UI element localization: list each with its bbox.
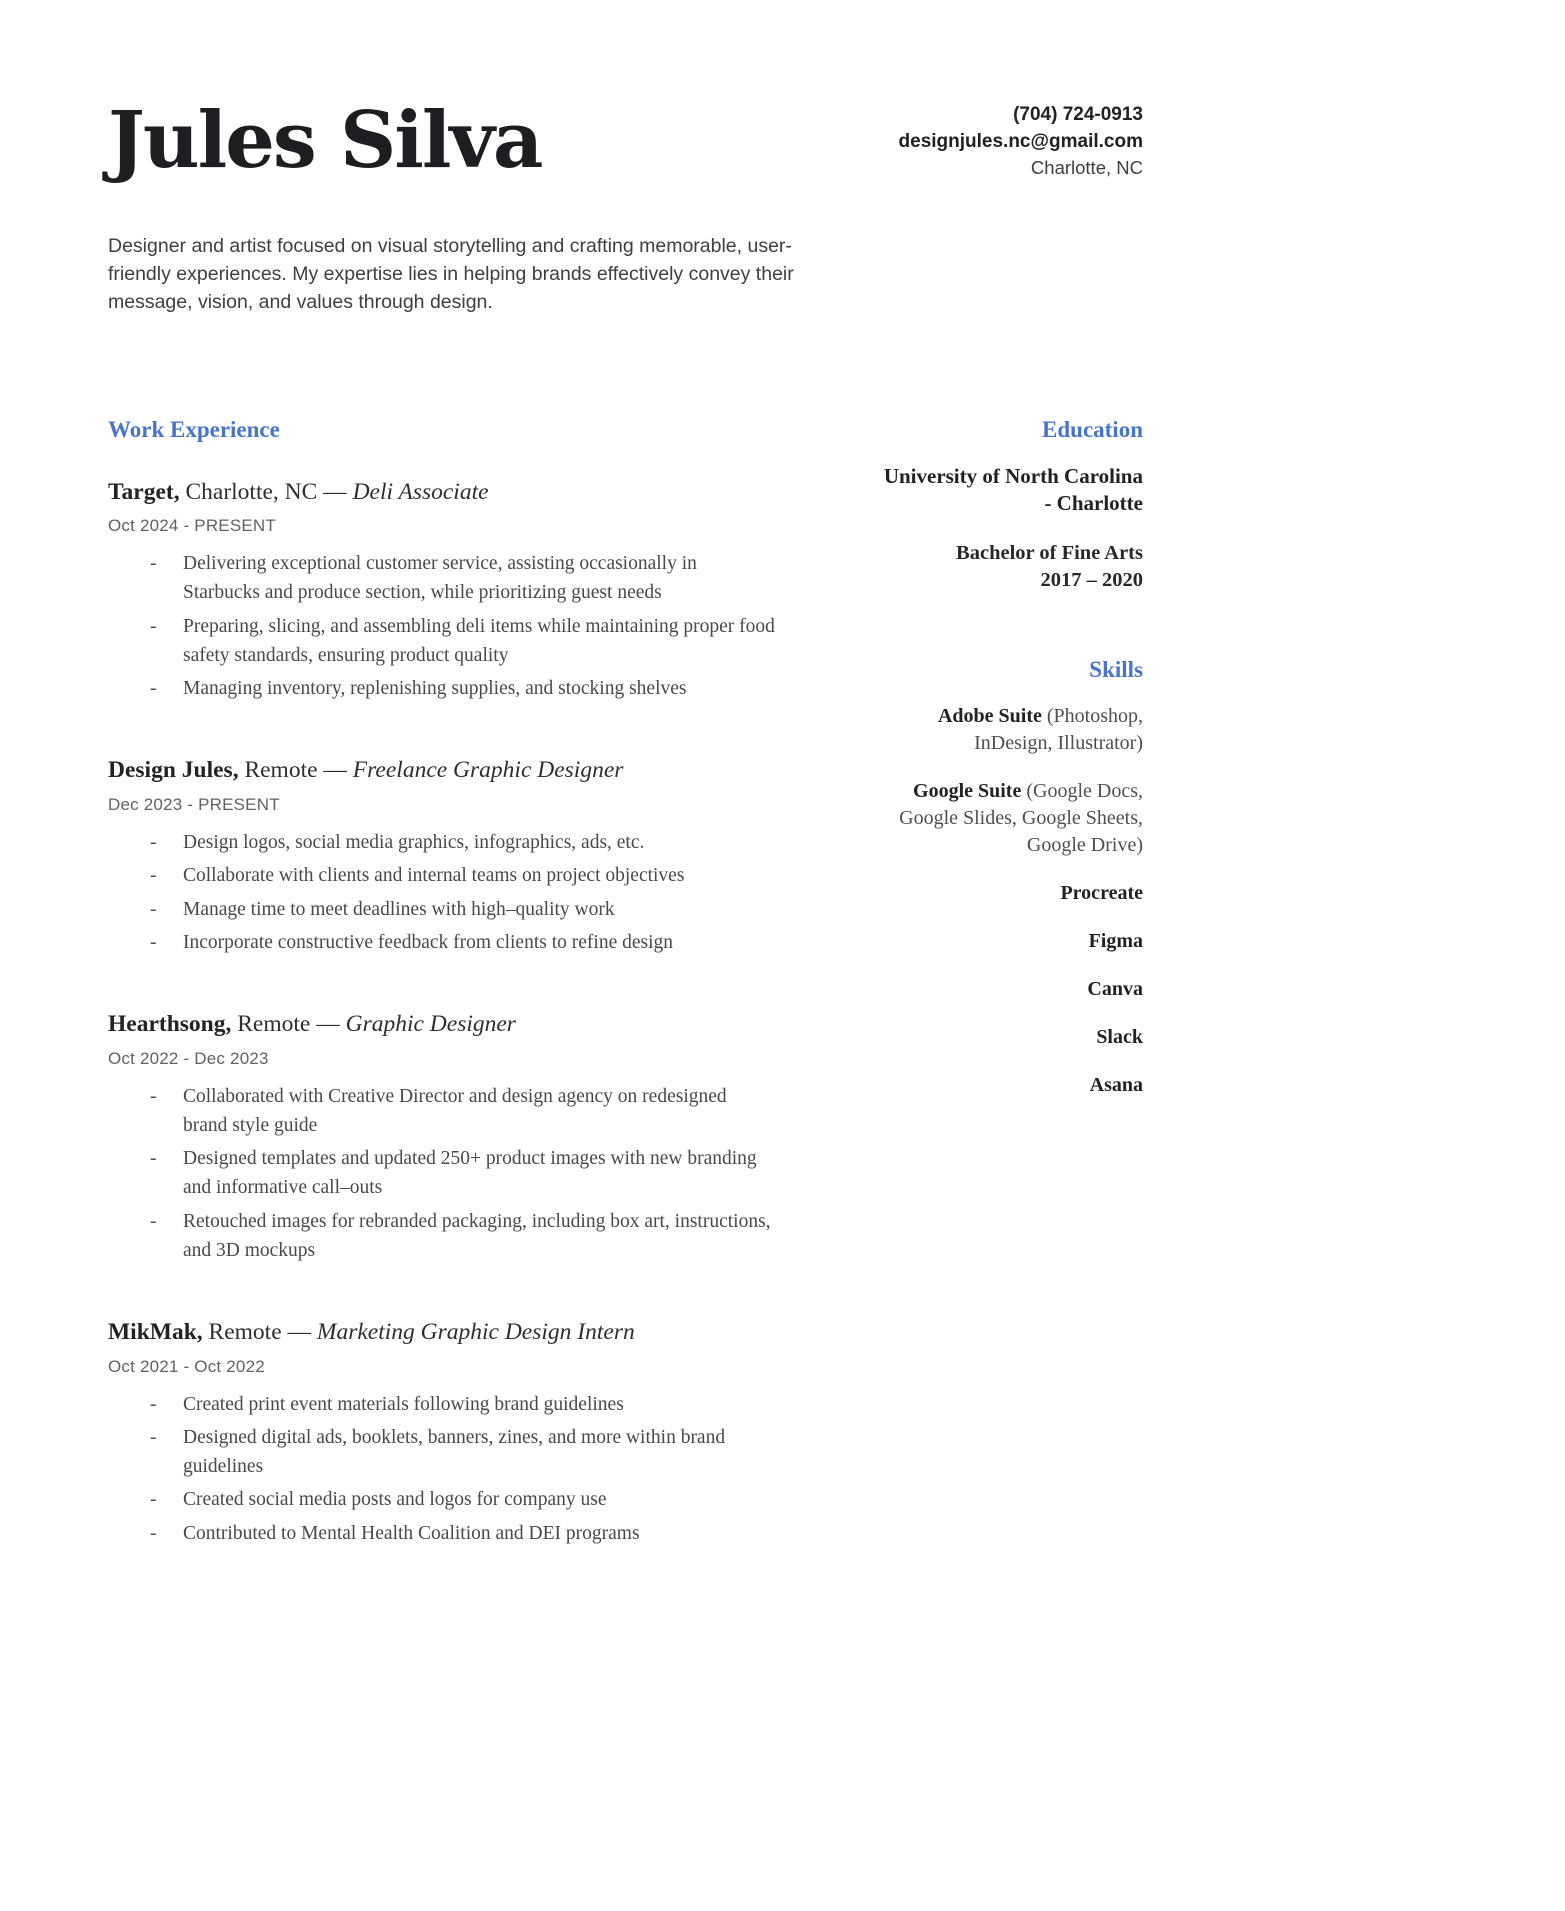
job-location: Remote — — [202, 1319, 317, 1346]
skill-item: Google Suite (Google Docs, Google Slides, Google Sheets, Google Drive) — [899, 780, 1143, 857]
job-company: Hearthsong, — [108, 1011, 232, 1038]
job-bullet: - Managing inventory, replenishing supplies, and stocking shelves — [108, 674, 778, 703]
job-location: Remote — — [238, 757, 353, 784]
job-mikmak — [108, 1317, 808, 1548]
job-bullet: - Designed templates and updated 250+ product images with new branding and informative call–outs — [108, 1144, 778, 1203]
job-dates: Dec 2023 - PRESENT — [108, 795, 280, 815]
skill-item: Procreate — [1060, 882, 1143, 905]
job-bullet: - Designed digital ads, booklets, banners, zines, and more within brand guidelines — [108, 1423, 778, 1482]
job-bullets — [108, 549, 808, 703]
job-bullet: - Contributed to Mental Health Coalition and DEI programs — [108, 1519, 778, 1548]
school-name: University of North Carolina - Charlotte — [883, 463, 1143, 516]
job-location: Remote — — [231, 1011, 346, 1038]
skill-item: Canva — [1087, 978, 1143, 1001]
job-dates: Oct 2024 - PRESENT — [108, 516, 276, 536]
job-target — [108, 477, 808, 704]
job-title — [108, 1009, 808, 1040]
job-company: Target, — [108, 478, 180, 505]
work-experience-heading: Work Experience — [108, 416, 280, 442]
header — [108, 95, 1143, 186]
education-section — [878, 417, 1143, 594]
candidate-name: Jules Silva — [108, 95, 542, 186]
job-dates: Oct 2022 - Dec 2023 — [108, 1048, 269, 1068]
job-bullet: - Retouched images for rebranded packaging, including box art, instructions, and 3D mockups — [108, 1207, 778, 1266]
job-company: Design Jules, — [108, 757, 239, 784]
job-role: Graphic Designer — [345, 1011, 516, 1038]
skill-item: Figma — [1088, 930, 1143, 953]
skills-heading: Skills — [1089, 657, 1143, 683]
job-bullet: - Created print event materials following brand guidelines — [108, 1390, 778, 1419]
job-title — [108, 1317, 808, 1348]
job-bullets — [108, 1082, 808, 1266]
job-role: Marketing Graphic Design Intern — [316, 1319, 635, 1346]
job-hearthsong — [108, 1009, 808, 1265]
degree: Bachelor of Fine Arts — [956, 542, 1143, 565]
job-company: MikMak, — [108, 1319, 203, 1346]
job-bullet: - Collaborate with clients and internal teams on project objectives — [108, 861, 778, 890]
skills-section — [878, 657, 1143, 1099]
work-experience-section — [108, 417, 808, 1600]
email-address: designjules.nc@gmail.com — [898, 130, 1143, 152]
two-column-body — [108, 417, 1143, 1600]
job-bullets — [108, 1390, 808, 1548]
job-bullet: - Created social media posts and logos for company use — [108, 1485, 778, 1514]
job-bullet: - Design logos, social media graphics, infographics, ads, etc. — [108, 828, 778, 857]
skill-item: Asana — [1089, 1074, 1143, 1097]
job-bullet: - Manage time to meet deadlines with high–quality work — [108, 895, 778, 924]
sidebar-column — [878, 417, 1143, 1600]
education-dates: 2017 – 2020 — [1040, 568, 1143, 591]
location: Charlotte, NC — [1030, 157, 1143, 179]
job-role: Deli Associate — [352, 478, 489, 505]
skill-item: Slack — [1096, 1026, 1143, 1049]
job-bullets — [108, 828, 808, 957]
skill-item: Adobe Suite (Photoshop, InDesign, Illustrator) — [937, 705, 1143, 755]
job-bullet: - Incorporate constructive feedback from clients to refine design — [108, 928, 778, 957]
resume-content — [108, 95, 1143, 1600]
job-role: Freelance Graphic Designer — [352, 757, 624, 784]
job-title — [108, 755, 808, 786]
contact-block — [899, 100, 1143, 181]
job-bullet: - Delivering exceptional customer service, assisting occasionally in Starbucks and produce section, while prioritizing guest needs — [108, 549, 778, 608]
summary-paragraph: Designer and artist focused on visual storytelling and crafting memorable, user-friendly experiences. My expertise lies in helping brands effectively convey their message, vision, and values through design. — [108, 234, 794, 314]
job-bullet: - Preparing, slicing, and assembling deli items while maintaining proper food safety standards, ensuring product quality — [108, 612, 778, 671]
education-heading: Education — [1042, 416, 1143, 442]
job-bullet: - Collaborated with Creative Director and design agency on redesigned brand style guide — [108, 1082, 778, 1141]
job-design-jules — [108, 755, 808, 957]
phone-number: (704) 724-0913 — [1013, 104, 1143, 125]
job-title — [108, 477, 808, 508]
job-location: Charlotte, NC — — [179, 478, 353, 505]
job-dates: Oct 2021 - Oct 2022 — [108, 1356, 265, 1376]
